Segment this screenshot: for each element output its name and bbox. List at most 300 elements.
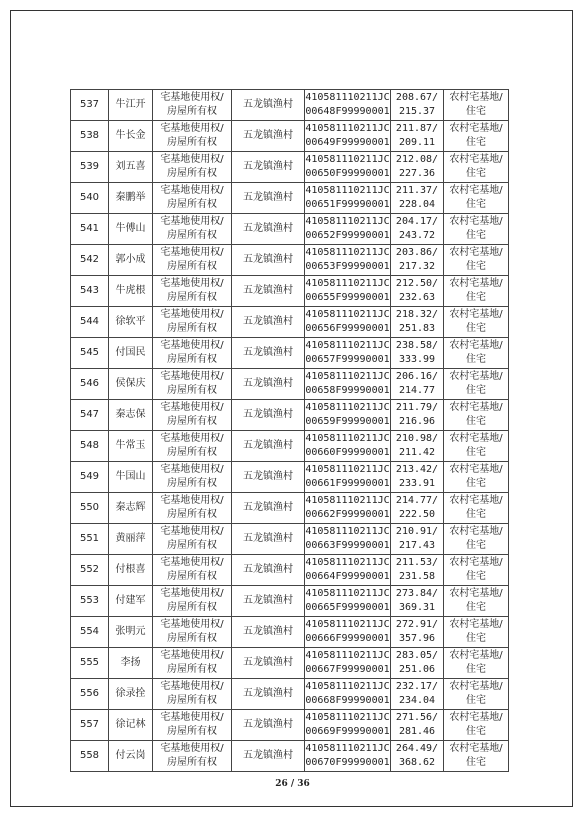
row-number-cell — [71, 710, 109, 741]
right-type-cell-text: 宅基地使用权/ — [160, 185, 224, 196]
unit-code-cell — [305, 245, 391, 276]
area-cell-text: 214.77 — [398, 385, 436, 396]
usage-cell-text: 住宅 — [466, 292, 486, 303]
area-cell-text: 204.17/ — [395, 216, 439, 227]
area-cell-text: 234.04 — [398, 695, 436, 706]
usage-cell-text: 农村宅基地/ — [449, 650, 503, 661]
row-number-cell-text: 538 — [79, 130, 100, 141]
owner-name-cell — [109, 493, 153, 524]
owner-name-cell — [109, 710, 153, 741]
right-type-cell-text: 宅基地使用权/ — [160, 526, 224, 537]
owner-name-cell-text: 黄丽萍 — [115, 533, 146, 544]
row-number-cell — [71, 121, 109, 152]
right-type-cell-text: 房屋所有权 — [167, 199, 217, 210]
village-cell — [232, 431, 305, 462]
unit-code-cell-text: 410581110211JC — [305, 123, 390, 134]
row-number-cell-text: 557 — [79, 719, 100, 730]
unit-code-cell — [305, 741, 391, 772]
row-number-cell — [71, 183, 109, 214]
right-type-cell-text: 房屋所有权 — [167, 385, 217, 396]
village-cell — [232, 555, 305, 586]
village-cell — [232, 462, 305, 493]
right-type-cell — [153, 90, 232, 121]
unit-code-cell-text: 00660F99990001 — [305, 447, 390, 458]
unit-code-cell — [305, 369, 391, 400]
usage-cell — [444, 555, 509, 586]
usage-cell-text: 农村宅基地/ — [449, 123, 503, 134]
unit-code-cell — [305, 90, 391, 121]
owner-name-cell — [109, 586, 153, 617]
usage-cell-text: 住宅 — [466, 540, 486, 551]
owner-name-cell-text: 郭小成 — [115, 254, 146, 265]
row-number-cell-text: 553 — [79, 595, 100, 606]
table-row — [71, 307, 509, 338]
right-type-cell — [153, 617, 232, 648]
owner-name-cell — [109, 524, 153, 555]
owner-name-cell-text: 秦志辉 — [115, 502, 146, 513]
unit-code-cell — [305, 121, 391, 152]
right-type-cell — [153, 183, 232, 214]
owner-name-cell-text: 徐记林 — [115, 719, 146, 730]
right-type-cell-text: 房屋所有权 — [167, 354, 217, 365]
owner-name-cell — [109, 245, 153, 276]
area-cell — [391, 183, 444, 214]
area-cell — [391, 369, 444, 400]
right-type-cell-text: 宅基地使用权/ — [160, 92, 224, 103]
unit-code-cell-text: 00652F99990001 — [305, 230, 390, 241]
village-cell-text: 五龙镇渔村 — [243, 161, 293, 172]
owner-name-cell-text: 秦鹏举 — [115, 192, 146, 203]
unit-code-cell-text: 00661F99990001 — [305, 478, 390, 489]
usage-cell-text: 住宅 — [466, 230, 486, 241]
row-number-cell-text: 555 — [79, 657, 100, 668]
village-cell-text: 五龙镇渔村 — [243, 502, 293, 513]
owner-name-cell — [109, 121, 153, 152]
right-type-cell — [153, 462, 232, 493]
owner-name-cell-text: 李扬 — [120, 657, 141, 668]
area-cell-text: 217.32 — [398, 261, 436, 272]
village-cell-text: 五龙镇渔村 — [243, 688, 293, 699]
usage-cell-text: 住宅 — [466, 323, 486, 334]
area-cell-text: 222.50 — [398, 509, 436, 520]
owner-name-cell — [109, 555, 153, 586]
table-row — [71, 369, 509, 400]
area-cell — [391, 617, 444, 648]
village-cell-text: 五龙镇渔村 — [243, 99, 293, 110]
area-cell-text: 212.08/ — [395, 154, 439, 165]
village-cell — [232, 493, 305, 524]
unit-code-cell-text: 00657F99990001 — [305, 354, 390, 365]
area-cell-text: 210.91/ — [395, 526, 439, 537]
village-cell — [232, 152, 305, 183]
area-cell-text: 206.16/ — [395, 371, 439, 382]
unit-code-cell-text: 410581110211JC — [305, 526, 390, 537]
village-cell-text: 五龙镇渔村 — [243, 595, 293, 606]
row-number-cell-text: 542 — [79, 254, 100, 265]
usage-cell-text: 住宅 — [466, 137, 486, 148]
right-type-cell-text: 房屋所有权 — [167, 633, 217, 644]
right-type-cell-text: 房屋所有权 — [167, 757, 217, 768]
usage-cell — [444, 741, 509, 772]
usage-cell-text: 农村宅基地/ — [449, 340, 503, 351]
area-cell-text: 211.79/ — [395, 402, 439, 413]
area-cell-text: 357.96 — [398, 633, 436, 644]
unit-code-cell-text: 410581110211JC — [305, 588, 390, 599]
area-cell-text: 283.05/ — [395, 650, 439, 661]
right-type-cell — [153, 431, 232, 462]
area-cell-text: 213.42/ — [395, 464, 439, 475]
unit-code-cell — [305, 462, 391, 493]
unit-code-cell-text: 410581110211JC — [305, 433, 390, 444]
area-cell — [391, 710, 444, 741]
village-cell — [232, 400, 305, 431]
unit-code-cell — [305, 679, 391, 710]
usage-cell-text: 农村宅基地/ — [449, 402, 503, 413]
owner-name-cell-text: 徐软平 — [115, 316, 146, 327]
row-number-cell-text: 537 — [79, 99, 100, 110]
unit-code-cell-text: 410581110211JC — [305, 712, 390, 723]
unit-code-cell-text: 410581110211JC — [305, 154, 390, 165]
right-type-cell — [153, 152, 232, 183]
unit-code-cell-text: 410581110211JC — [305, 743, 390, 754]
area-cell-text: 209.11 — [398, 137, 436, 148]
village-cell — [232, 245, 305, 276]
unit-code-cell — [305, 400, 391, 431]
usage-cell — [444, 679, 509, 710]
usage-cell-text: 住宅 — [466, 447, 486, 458]
row-number-cell-text: 547 — [79, 409, 100, 420]
village-cell — [232, 90, 305, 121]
unit-code-cell — [305, 524, 391, 555]
area-cell — [391, 121, 444, 152]
right-type-cell-text: 宅基地使用权/ — [160, 154, 224, 165]
unit-code-cell-text: 00667F99990001 — [305, 664, 390, 675]
unit-code-cell-text: 00648F99990001 — [305, 106, 390, 117]
usage-cell-text: 农村宅基地/ — [449, 216, 503, 227]
usage-cell-text: 农村宅基地/ — [449, 712, 503, 723]
table-row — [71, 121, 509, 152]
unit-code-cell-text: 00655F99990001 — [305, 292, 390, 303]
right-type-cell — [153, 555, 232, 586]
table-row — [71, 524, 509, 555]
usage-cell — [444, 183, 509, 214]
usage-cell-text: 农村宅基地/ — [449, 92, 503, 103]
usage-cell-text: 农村宅基地/ — [449, 247, 503, 258]
village-cell — [232, 710, 305, 741]
table-row — [71, 679, 509, 710]
owner-name-cell — [109, 400, 153, 431]
table-row — [71, 555, 509, 586]
usage-cell-text: 农村宅基地/ — [449, 154, 503, 165]
unit-code-cell — [305, 617, 391, 648]
right-type-cell-text: 房屋所有权 — [167, 168, 217, 179]
usage-cell — [444, 245, 509, 276]
owner-name-cell — [109, 462, 153, 493]
village-cell-text: 五龙镇渔村 — [243, 657, 293, 668]
row-number-cell — [71, 617, 109, 648]
village-cell-text: 五龙镇渔村 — [243, 192, 293, 203]
usage-cell-text: 农村宅基地/ — [449, 681, 503, 692]
unit-code-cell-text: 00665F99990001 — [305, 602, 390, 613]
area-cell-text: 368.62 — [398, 757, 436, 768]
usage-cell — [444, 90, 509, 121]
usage-cell-text: 农村宅基地/ — [449, 185, 503, 196]
table-row — [71, 617, 509, 648]
right-type-cell — [153, 276, 232, 307]
area-cell — [391, 741, 444, 772]
village-cell — [232, 121, 305, 152]
unit-code-cell-text: 410581110211JC — [305, 557, 390, 568]
right-type-cell — [153, 648, 232, 679]
usage-cell-text: 农村宅基地/ — [449, 557, 503, 568]
table-row — [71, 493, 509, 524]
owner-name-cell-text: 付云岗 — [115, 750, 146, 761]
usage-cell-text: 住宅 — [466, 106, 486, 117]
unit-code-cell — [305, 648, 391, 679]
right-type-cell-text: 房屋所有权 — [167, 292, 217, 303]
table-row — [71, 90, 509, 121]
right-type-cell-text: 房屋所有权 — [167, 447, 217, 458]
unit-code-cell — [305, 307, 391, 338]
village-cell-text: 五龙镇渔村 — [243, 626, 293, 637]
row-number-cell — [71, 400, 109, 431]
unit-code-cell — [305, 586, 391, 617]
right-type-cell — [153, 400, 232, 431]
owner-name-cell-text: 牛长金 — [115, 130, 146, 141]
village-cell — [232, 338, 305, 369]
unit-code-cell — [305, 493, 391, 524]
village-cell-text: 五龙镇渔村 — [243, 750, 293, 761]
unit-code-cell — [305, 338, 391, 369]
owner-name-cell — [109, 214, 153, 245]
unit-code-cell-text: 00658F99990001 — [305, 385, 390, 396]
village-cell-text: 五龙镇渔村 — [243, 564, 293, 575]
unit-code-cell-text: 410581110211JC — [305, 371, 390, 382]
owner-name-cell-text: 侯保庆 — [115, 378, 146, 389]
area-cell-text: 264.49/ — [395, 743, 439, 754]
owner-name-cell — [109, 276, 153, 307]
village-cell — [232, 524, 305, 555]
right-type-cell-text: 宅基地使用权/ — [160, 557, 224, 568]
right-type-cell — [153, 307, 232, 338]
row-number-cell-text: 556 — [79, 688, 100, 699]
usage-cell-text: 农村宅基地/ — [449, 743, 503, 754]
right-type-cell-text: 宅基地使用权/ — [160, 278, 224, 289]
area-cell — [391, 338, 444, 369]
village-cell-text: 五龙镇渔村 — [243, 471, 293, 482]
area-cell-text: 251.06 — [398, 664, 436, 675]
right-type-cell-text: 宅基地使用权/ — [160, 588, 224, 599]
usage-cell — [444, 276, 509, 307]
unit-code-cell-text: 410581110211JC — [305, 247, 390, 258]
right-type-cell-text: 房屋所有权 — [167, 664, 217, 675]
right-type-cell-text: 宅基地使用权/ — [160, 619, 224, 630]
village-cell-text: 五龙镇渔村 — [243, 409, 293, 420]
village-cell — [232, 276, 305, 307]
area-cell-text: 273.84/ — [395, 588, 439, 599]
unit-code-cell-text: 410581110211JC — [305, 619, 390, 630]
right-type-cell-text: 房屋所有权 — [167, 695, 217, 706]
usage-cell — [444, 307, 509, 338]
usage-cell-text: 住宅 — [466, 726, 486, 737]
usage-cell — [444, 586, 509, 617]
village-cell — [232, 586, 305, 617]
area-cell-text: 203.86/ — [395, 247, 439, 258]
area-cell-text: 211.87/ — [395, 123, 439, 134]
row-number-cell-text: 539 — [79, 161, 100, 172]
usage-cell — [444, 338, 509, 369]
usage-cell — [444, 431, 509, 462]
right-type-cell-text: 宅基地使用权/ — [160, 464, 224, 475]
right-type-cell-text: 房屋所有权 — [167, 540, 217, 551]
area-cell-text: 271.56/ — [395, 712, 439, 723]
usage-cell-text: 农村宅基地/ — [449, 588, 503, 599]
usage-cell-text: 农村宅基地/ — [449, 619, 503, 630]
unit-code-cell-text: 00663F99990001 — [305, 540, 390, 551]
usage-cell — [444, 493, 509, 524]
right-type-cell — [153, 121, 232, 152]
usage-cell — [444, 710, 509, 741]
area-cell-text: 232.63 — [398, 292, 436, 303]
row-number-cell-text: 548 — [79, 440, 100, 451]
owner-name-cell — [109, 617, 153, 648]
area-cell-text: 369.31 — [398, 602, 436, 613]
usage-cell-text: 住宅 — [466, 633, 486, 644]
village-cell-text: 五龙镇渔村 — [243, 316, 293, 327]
unit-code-cell-text: 410581110211JC — [305, 495, 390, 506]
usage-cell-text: 住宅 — [466, 571, 486, 582]
area-cell — [391, 648, 444, 679]
owner-name-cell-text: 徐录拴 — [115, 688, 146, 699]
village-cell-text: 五龙镇渔村 — [243, 533, 293, 544]
table-row — [71, 648, 509, 679]
right-type-cell — [153, 679, 232, 710]
right-type-cell-text: 房屋所有权 — [167, 602, 217, 613]
village-cell — [232, 369, 305, 400]
row-number-cell — [71, 431, 109, 462]
row-number-cell — [71, 648, 109, 679]
row-number-cell — [71, 245, 109, 276]
owner-name-cell-text: 牛傅山 — [115, 223, 146, 234]
row-number-cell — [71, 493, 109, 524]
area-cell — [391, 555, 444, 586]
usage-cell-text: 住宅 — [466, 757, 486, 768]
right-type-cell-text: 宅基地使用权/ — [160, 216, 224, 227]
table-row — [71, 400, 509, 431]
page-number: 26 / 36 — [275, 779, 310, 789]
area-cell — [391, 679, 444, 710]
right-type-cell-text: 房屋所有权 — [167, 478, 217, 489]
unit-code-cell-text: 00659F99990001 — [305, 416, 390, 427]
table-row — [71, 710, 509, 741]
usage-cell-text: 住宅 — [466, 416, 486, 427]
unit-code-cell-text: 410581110211JC — [305, 278, 390, 289]
right-type-cell — [153, 524, 232, 555]
right-type-cell-text: 房屋所有权 — [167, 416, 217, 427]
area-cell-text: 211.37/ — [395, 185, 439, 196]
village-cell-text: 五龙镇渔村 — [243, 223, 293, 234]
usage-cell-text: 农村宅基地/ — [449, 309, 503, 320]
owner-name-cell — [109, 183, 153, 214]
unit-code-cell-text: 410581110211JC — [305, 340, 390, 351]
area-cell — [391, 214, 444, 245]
area-cell-text: 210.98/ — [395, 433, 439, 444]
row-number-cell-text: 549 — [79, 471, 100, 482]
unit-code-cell-text: 410581110211JC — [305, 185, 390, 196]
unit-code-cell-text: 410581110211JC — [305, 464, 390, 475]
right-type-cell-text: 宅基地使用权/ — [160, 681, 224, 692]
area-cell — [391, 307, 444, 338]
village-cell-text: 五龙镇渔村 — [243, 254, 293, 265]
row-number-cell-text: 544 — [79, 316, 100, 327]
row-number-cell — [71, 369, 109, 400]
row-number-cell-text: 545 — [79, 347, 100, 358]
table-row — [71, 586, 509, 617]
unit-code-cell — [305, 183, 391, 214]
area-cell-text: 251.83 — [398, 323, 436, 334]
right-type-cell-text: 房屋所有权 — [167, 106, 217, 117]
village-cell — [232, 214, 305, 245]
usage-cell-text: 农村宅基地/ — [449, 371, 503, 382]
right-type-cell-text: 宅基地使用权/ — [160, 433, 224, 444]
usage-cell-text: 住宅 — [466, 695, 486, 706]
right-type-cell-text: 房屋所有权 — [167, 509, 217, 520]
usage-cell-text: 住宅 — [466, 509, 486, 520]
area-cell — [391, 462, 444, 493]
row-number-cell — [71, 90, 109, 121]
unit-code-cell-text: 410581110211JC — [305, 216, 390, 227]
right-type-cell-text: 房屋所有权 — [167, 137, 217, 148]
right-type-cell-text: 宅基地使用权/ — [160, 247, 224, 258]
unit-code-cell-text: 00656F99990001 — [305, 323, 390, 334]
unit-code-cell — [305, 710, 391, 741]
unit-code-cell — [305, 214, 391, 245]
row-number-cell-text: 543 — [79, 285, 100, 296]
right-type-cell-text: 房屋所有权 — [167, 230, 217, 241]
usage-cell-text: 农村宅基地/ — [449, 464, 503, 475]
area-cell-text: 216.96 — [398, 416, 436, 427]
usage-cell — [444, 400, 509, 431]
unit-code-cell-text: 00669F99990001 — [305, 726, 390, 737]
row-number-cell — [71, 152, 109, 183]
usage-cell — [444, 121, 509, 152]
owner-name-cell — [109, 307, 153, 338]
owner-name-cell — [109, 431, 153, 462]
area-cell-text: 218.32/ — [395, 309, 439, 320]
owner-name-cell-text: 付建军 — [115, 595, 146, 606]
usage-cell — [444, 369, 509, 400]
row-number-cell — [71, 524, 109, 555]
village-cell-text: 五龙镇渔村 — [243, 347, 293, 358]
area-cell-text: 231.58 — [398, 571, 436, 582]
usage-cell-text: 住宅 — [466, 385, 486, 396]
village-cell — [232, 307, 305, 338]
village-cell — [232, 183, 305, 214]
row-number-cell — [71, 586, 109, 617]
owner-name-cell-text: 牛虎根 — [115, 285, 146, 296]
usage-cell-text: 农村宅基地/ — [449, 495, 503, 506]
right-type-cell-text: 房屋所有权 — [167, 726, 217, 737]
row-number-cell-text: 558 — [79, 750, 100, 761]
area-cell-text: 227.36 — [398, 168, 436, 179]
usage-cell-text: 农村宅基地/ — [449, 433, 503, 444]
owner-name-cell — [109, 679, 153, 710]
usage-cell — [444, 214, 509, 245]
row-number-cell-text: 540 — [79, 192, 100, 203]
owner-name-cell — [109, 369, 153, 400]
unit-code-cell-text: 410581110211JC — [305, 402, 390, 413]
row-number-cell-text: 546 — [79, 378, 100, 389]
